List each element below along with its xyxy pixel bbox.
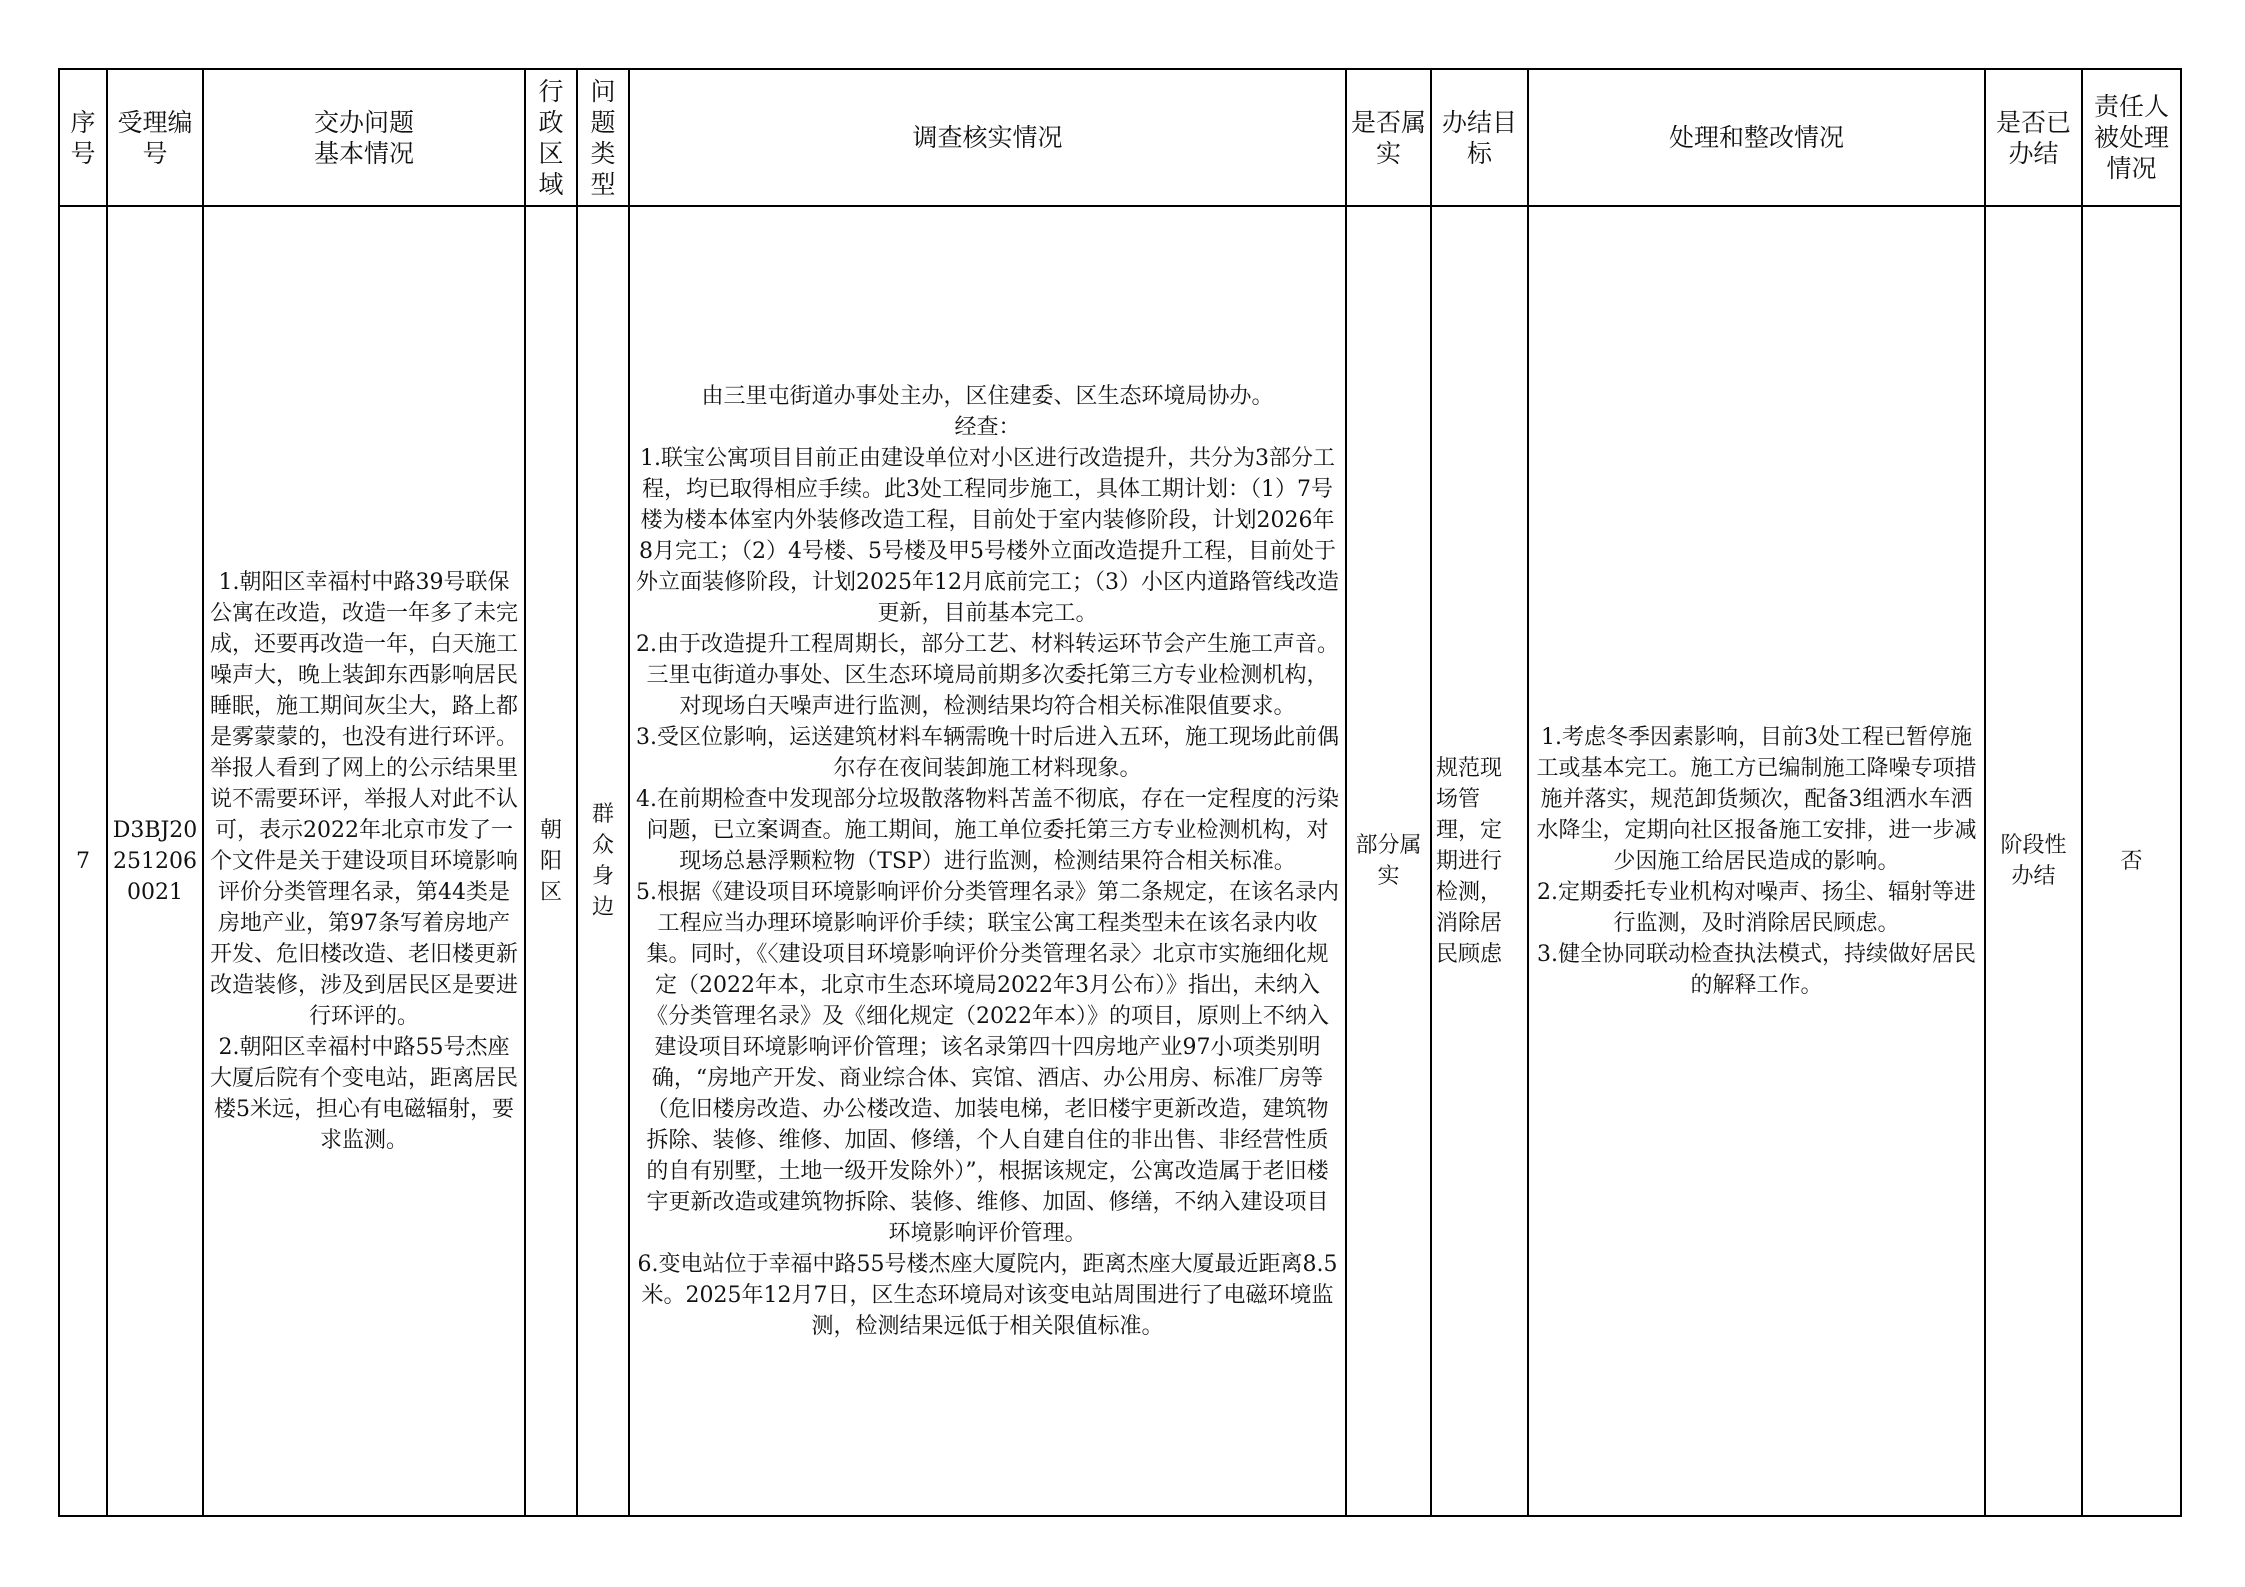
investigation-paragraph: 2.由于改造提升工程周期长，部分工艺、材料转运环节会产生施工声音。三里屯街道办事处、区生态环境局前期多次委托第三方专业检测机构，对现场白天噪声进行监测，检测结果均符合相关标准限值要求。: [636, 631, 1339, 719]
handling-paragraph: 1.考虑冬季因素影响，目前3处工程已暂停施工或基本完工。施工方已编制施工降噪专项措施并落实，规范卸货频次，配备3组洒水车洒水降尘，定期向社区报备施工安排，进一步减少因施工给居民造成的影响。: [1536, 724, 1977, 874]
header-goal: 办结目标: [1431, 69, 1528, 206]
header-case-no: 受理编号: [107, 69, 203, 206]
cell-seq: 7: [59, 206, 107, 1516]
handling-paragraph: 2.定期委托专业机构对噪声、扬尘、辐射等进行监测，及时消除居民顾虑。: [1537, 879, 1976, 936]
investigation-paragraph: 1.联宝公寓项目目前正由建设单位对小区进行改造提升，共分为3部分工程，均已取得相应手续。此3处工程同步施工，具体工期计划：（1）7号楼为楼本体室内外装修改造工程，目前处于室内装修阶段，计划2026年8月完工；（2）4号楼、5号楼及甲5号楼外立面改造提升工程，目前处于外立面装修阶段，计划2025年12月底前完工；（3）小区内道路管线改造更新，目前基本完工。: [636, 445, 1339, 626]
cell-is-true: 部分属实: [1346, 206, 1431, 1516]
header-is-closed: 是否已办结: [1985, 69, 2082, 206]
header-problem-type: 问题类型: [577, 69, 629, 206]
header-region: 行政区域: [525, 69, 577, 206]
header-investigation: 调查核实情况: [629, 69, 1346, 206]
cell-problem: [203, 206, 525, 1516]
header-is-true: 是否属实: [1346, 69, 1431, 206]
investigation-paragraph: 5.根据《建设项目环境影响评价分类管理名录》第二条规定，在该名录内工程应当办理环境影响评价手续；联宝公寓工程类型未在该名录内收集。同时，《〈建设项目环境影响评价分类管理名录〉北京市实施细化规定（2022年本，北京市生态环境局2022年3月公布）》指出，未纳入《分类管理名录》及《细化规定（2022年本）》的项目，原则上不纳入建设项目环境影响评价管理；该名录第四十四房地产业97小项类别明确，“房地产开发、商业综合体、宾馆、酒店、办公用房、标准厂房等（危旧楼房改造、办公楼改造、加装电梯，老旧楼宇更新改造，建筑物拆除、装修、维修、加固、修缮，个人自建自住的非出售、非经营性质的自有别墅，土地一级开发除外）”，根据该规定，公寓改造属于老旧楼宇更新改造或建筑物拆除、装修、维修、加固、修缮，不纳入建设项目环境影响评价管理。: [636, 879, 1339, 1246]
investigation-paragraph: 经查：: [954, 414, 1021, 440]
cell-region: 朝阳区: [525, 206, 577, 1516]
problem-paragraph: 2.朝阳区幸福村中路55号杰座大厦后院有个变电站，距离居民楼5米远，担心有电磁辐射，要求监测。: [210, 1034, 519, 1153]
header-seq: 序号: [59, 69, 107, 206]
cell-problem-type: 群众身边: [577, 206, 629, 1516]
cell-accountability: 否: [2082, 206, 2181, 1516]
supervision-table: [58, 68, 2182, 1517]
header-row: [59, 69, 2181, 206]
cell-goal: 规范现场管理，定期进行检测，消除居民顾虑: [1431, 206, 1528, 1516]
cell-investigation: [629, 206, 1346, 1516]
handling-paragraph: 3.健全协同联动检查执法模式，持续做好居民的解释工作。: [1537, 941, 1976, 998]
header-problem: 交办问题 基本情况: [203, 69, 525, 206]
problem-paragraph: 1.朝阳区幸福村中路39号联保公寓在改造，改造一年多了未完成，还要再改造一年，白天施工噪声大，晚上装卸东西影响居民睡眠，施工期间灰尘大，路上都是雾蒙蒙的，也没有进行环评。举报人看到了网上的公示结果里说不需要环评，举报人对此不认可，表示2022年北京市发了一个文件是关于建设项目环境影响评价分类管理名录，第44类是房地产业，第97条写着房地产开发、危旧楼改造、老旧楼更新改造装修，涉及到居民区是要进行环评的。: [210, 569, 519, 1029]
cell-is-closed: 阶段性办结: [1985, 206, 2082, 1516]
header-handling: 处理和整改情况: [1528, 69, 1985, 206]
investigation-paragraph: 3.受区位影响，运送建筑材料车辆需晚十时后进入五环，施工现场此前偶尔存在夜间装卸施工材料现象。: [636, 724, 1339, 781]
cell-case-no: D3BJ202512060021: [107, 206, 203, 1516]
cell-handling: [1528, 206, 1985, 1516]
investigation-paragraph: 6.变电站位于幸福中路55号楼杰座大厦院内，距离杰座大厦最近距离8.5米。2025年12月7日，区生态环境局对该变电站周围进行了电磁环境监测，检测结果远低于相关限值标准。: [637, 1251, 1338, 1339]
table-row: [59, 206, 2181, 1516]
header-accountability: 责任人被处理情况: [2082, 69, 2181, 206]
investigation-paragraph: 由三里屯街道办事处主办，区住建委、区生态环境局协办。: [701, 383, 1274, 409]
investigation-paragraph: 4.在前期检查中发现部分垃圾散落物料苫盖不彻底，存在一定程度的污染问题，已立案调查。施工期间，施工单位委托第三方专业检测机构，对现场总悬浮颗粒物（TSP）进行监测，检测结果符合相关标准。: [636, 786, 1339, 874]
